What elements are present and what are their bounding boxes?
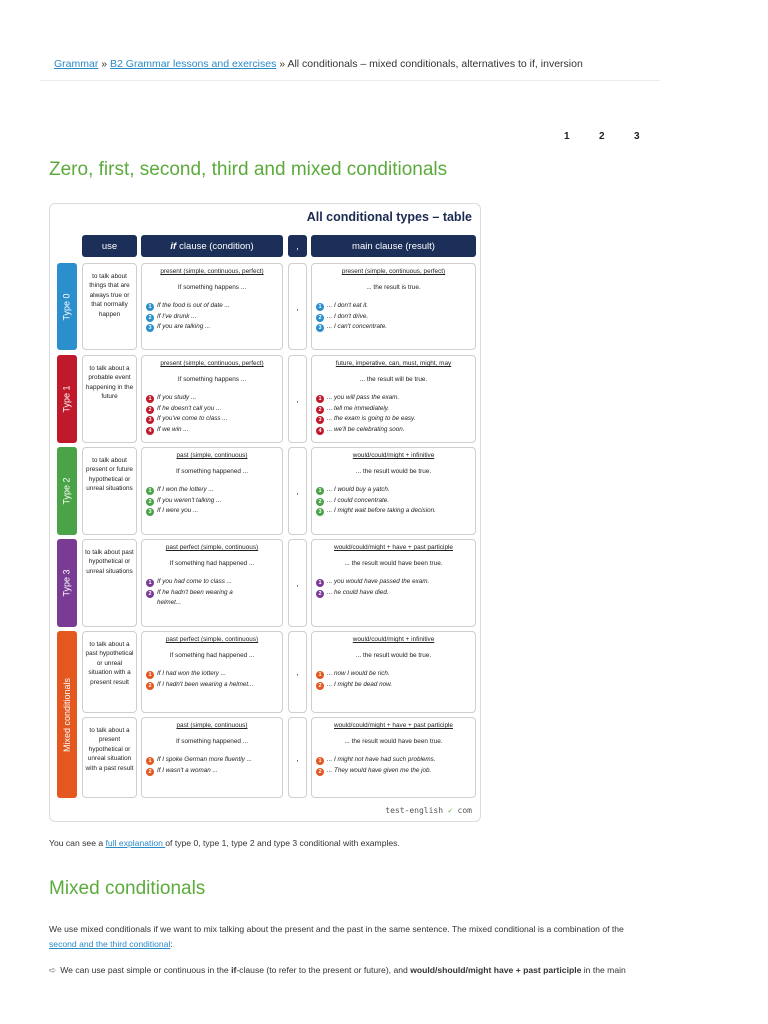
clause-examples <box>146 669 278 690</box>
number-badge-icon: 1 <box>316 395 324 403</box>
breadcrumb-link-grammar[interactable]: Grammar <box>54 58 99 70</box>
example-text: If I were you ... <box>157 507 199 514</box>
section-heading-conditionals: Zero, first, second, third and mixed conditionals <box>49 159 448 180</box>
example-text: ... I might be dead now. <box>327 680 393 688</box>
comma-cell: , <box>288 263 307 350</box>
example-text: ... They would have given me the job. <box>327 766 432 774</box>
if-clause-cell <box>141 631 283 713</box>
number-badge-icon: 2 <box>146 590 154 598</box>
rule-text-2: -clause (to refer to the present or future), and <box>236 965 411 975</box>
example-line <box>146 755 278 766</box>
page-link-2[interactable]: 2 <box>599 131 605 142</box>
example-text: If you are talking ... <box>157 323 211 330</box>
rule-text-1: We can use past simple or continuous in the <box>60 965 232 975</box>
clause-form: past perfect (simple, continuous) <box>165 636 259 643</box>
example-line <box>316 393 471 404</box>
main-clause-cell <box>311 539 476 627</box>
tab-type-2 <box>57 447 77 535</box>
if-clause-cell <box>141 355 283 443</box>
rule-bold-form: would/should/might have + past participle <box>410 965 582 975</box>
example-text: If you've come to class ... <box>157 415 228 422</box>
brand-text: test-english <box>385 806 444 815</box>
clause-general: If something happened ... <box>175 738 249 745</box>
example-text: If you study ... <box>157 394 197 401</box>
number-badge-icon: 4 <box>316 427 324 435</box>
use-cell: to talk about a present hypothetical or unreal situation with a past result <box>82 717 137 798</box>
clause-general: ... the result would have been true. <box>344 738 443 745</box>
clause-form: would/could/might + infinitive <box>352 452 435 459</box>
number-badge-icon: 3 <box>146 416 154 424</box>
clause-form: would/could/might + have + past participle <box>333 722 453 729</box>
clause-general: ... the result would be true. <box>355 652 432 659</box>
example-line <box>146 322 278 333</box>
example-line <box>316 404 471 415</box>
paragraph-mixed-intro <box>49 922 624 952</box>
example-text: ... he could have died. <box>327 588 389 596</box>
number-badge-icon: 2 <box>316 498 324 506</box>
example-line <box>146 598 278 609</box>
comma-cell: , <box>288 355 307 443</box>
example-line <box>316 485 471 496</box>
example-text: ... I don't drive. <box>327 312 369 320</box>
tab-type-0-label: Type 0 <box>62 292 72 321</box>
example-line <box>316 680 471 691</box>
example-line <box>316 312 471 323</box>
example-line <box>316 506 471 517</box>
example-line <box>316 425 471 436</box>
number-badge-icon: 3 <box>146 324 154 332</box>
main-clause-cell <box>311 447 476 535</box>
number-badge-icon: 2 <box>316 406 324 414</box>
number-badge-icon: 1 <box>316 303 324 311</box>
example-text: ... you would have passed the exam. <box>327 578 430 585</box>
breadcrumb-separator: » <box>276 58 288 70</box>
clause-form: past (simple, continuous) <box>176 452 248 459</box>
full-explanation-link[interactable]: full explanation <box>105 838 166 848</box>
clause-form: future, imperative, can, must, might, may <box>335 360 452 367</box>
example-text: If we win ... <box>157 425 189 433</box>
clause-form: present (simple, continuous, perfect) <box>160 268 264 275</box>
example-line <box>146 766 278 777</box>
if-clause-cell <box>141 539 283 627</box>
clause-examples <box>146 577 278 609</box>
number-badge-icon: 2 <box>316 590 324 598</box>
note-text-before: You can see a <box>49 838 106 848</box>
number-badge-icon: 3 <box>316 324 324 332</box>
tab-type-0 <box>57 263 77 350</box>
page-link-3[interactable]: 3 <box>634 131 640 142</box>
example-text: If I've drunk ... <box>157 312 197 320</box>
tab-type-1 <box>57 355 77 443</box>
clause-form: past (simple, continuous) <box>176 722 248 729</box>
use-cell: to talk about things that are always true or that normally happen <box>82 263 137 350</box>
example-text: ... now I would be rich. <box>327 670 390 677</box>
example-line <box>146 669 278 680</box>
number-badge-icon: 2 <box>316 314 324 322</box>
number-badge-icon: 2 <box>316 768 324 776</box>
number-badge-icon: 1 <box>316 757 324 765</box>
paragraph-line: We use mixed conditionals if we want to mix talking about the present and the past in the same sentence. The mixed conditional is a combination of the <box>49 924 624 934</box>
paragraph-colon: : <box>170 939 173 949</box>
header-main-label: main clause (result) <box>352 240 435 252</box>
clause-examples <box>146 485 278 517</box>
example-text: If I wasn't a woman ... <box>157 766 218 774</box>
page-link-1[interactable]: 1 <box>564 131 570 142</box>
example-text: ... I can't concentrate. <box>327 323 388 330</box>
example-text: ... tell me immediately. <box>327 404 390 412</box>
example-line <box>316 755 471 766</box>
clause-general: ... the result is true. <box>366 284 421 291</box>
example-text: ... we'll be celebrating soon. <box>327 425 405 433</box>
header-if-word: if <box>170 240 177 252</box>
tab-type-3-label: Type 3 <box>62 569 72 597</box>
number-badge-icon: 1 <box>146 395 154 403</box>
comma-cell: , <box>288 717 307 798</box>
main-clause-cell <box>311 631 476 713</box>
clause-examples <box>146 301 278 333</box>
example-text: helmet... <box>157 599 182 606</box>
tab-mixed-conditionals <box>57 631 77 798</box>
example-text: If he doesn't call you ... <box>157 404 222 412</box>
number-badge-icon: 3 <box>146 508 154 516</box>
number-badge-icon: 2 <box>146 498 154 506</box>
number-badge-icon: 4 <box>146 427 154 435</box>
divider <box>40 80 660 81</box>
number-badge-icon: 3 <box>316 508 324 516</box>
number-badge-icon: 1 <box>316 579 324 587</box>
clause-general: If something happens ... <box>177 376 247 383</box>
number-badge-icon: 1 <box>316 487 324 495</box>
example-text: ... I would buy a yatch. <box>327 486 390 493</box>
tab-type-2-label: Type 2 <box>62 477 72 505</box>
clause-form: past perfect (simple, continuous) <box>165 544 259 551</box>
example-text: If I had won the lottery ... <box>157 670 226 677</box>
use-cell: to talk about present or future hypothetical or unreal situations <box>82 447 137 535</box>
header-use-label: use <box>101 240 118 252</box>
table-note <box>49 836 400 851</box>
main-clause-cell <box>311 717 476 798</box>
clause-general: If something had happened ... <box>169 560 255 567</box>
clause-examples <box>316 301 471 333</box>
number-badge-icon: 1 <box>146 487 154 495</box>
example-line <box>316 322 471 333</box>
number-badge-icon: 2 <box>146 682 154 690</box>
main-clause-cell <box>311 355 476 443</box>
tab-mixed-label: Mixed conditionals <box>62 677 73 752</box>
number-badge-icon: 2 <box>146 406 154 414</box>
clause-examples <box>316 577 471 598</box>
example-text: If I won the lottery ... <box>157 486 214 493</box>
main-clause-cell <box>311 263 476 350</box>
example-line <box>146 425 278 436</box>
clause-form: would/could/might + infinitive <box>352 636 435 643</box>
brand-suffix: com <box>457 806 472 815</box>
example-line <box>316 669 471 680</box>
second-third-conditional-link[interactable]: second and the third conditional <box>49 939 171 949</box>
example-text: ... the exam is going to be easy. <box>327 415 416 422</box>
clause-general: ... the result will be true. <box>359 376 428 383</box>
number-badge-icon: 2 <box>316 682 324 690</box>
example-text: If I spoke German more fluently ... <box>157 756 252 763</box>
header-use <box>82 235 137 257</box>
if-clause-cell <box>141 717 283 798</box>
example-line <box>146 393 278 404</box>
comma-cell: , <box>288 539 307 627</box>
clause-examples <box>146 393 278 435</box>
use-cell: to talk about a past hypothetical or unreal situation with a present result <box>82 631 137 713</box>
header-comma <box>288 235 307 257</box>
table-title: All conditional types – table <box>306 210 472 224</box>
example-line <box>146 414 278 425</box>
number-badge-icon: 2 <box>146 314 154 322</box>
if-clause-cell <box>141 447 283 535</box>
example-line <box>316 766 471 777</box>
example-line <box>146 301 278 312</box>
example-line <box>146 588 278 599</box>
rule-bold-if: if <box>231 965 237 975</box>
clause-general: ... the result would have been true. <box>344 560 443 567</box>
if-clause-cell <box>141 263 283 350</box>
example-text: If he hadn't been wearing a <box>157 588 233 596</box>
comma-cell: , <box>288 631 307 713</box>
breadcrumb-link-b2[interactable]: B2 Grammar lessons and exercises <box>110 58 277 70</box>
conditional-types-table <box>49 203 481 822</box>
example-text: If you weren't talking ... <box>157 496 222 504</box>
example-text: ... you will pass the exam. <box>327 394 400 401</box>
example-line <box>316 588 471 599</box>
example-line <box>146 680 278 691</box>
example-line <box>146 404 278 415</box>
clause-general: If something happens ... <box>177 284 247 291</box>
arrow-icon: ➪ <box>49 965 57 975</box>
example-line <box>316 496 471 507</box>
clause-form: present (simple, continuous, perfect) <box>160 360 264 367</box>
clause-examples <box>316 393 471 435</box>
number-badge-icon: 1 <box>316 671 324 679</box>
brand-watermark <box>385 806 472 815</box>
example-line <box>146 312 278 323</box>
number-badge-icon: 1 <box>146 757 154 765</box>
clause-examples <box>316 755 471 776</box>
section-heading-mixed: Mixed conditionals <box>49 878 206 899</box>
example-text: ... I might not have had such problems. <box>327 756 436 763</box>
paragraph-line-2 <box>49 937 624 952</box>
paragraph-mixed-rule <box>49 963 626 978</box>
tab-type-3 <box>57 539 77 627</box>
rule-text-3: in the main <box>581 965 626 975</box>
example-line <box>146 506 278 517</box>
number-badge-icon: 1 <box>146 303 154 311</box>
example-line <box>316 577 471 588</box>
header-main-clause <box>311 235 476 257</box>
example-line <box>316 301 471 312</box>
example-text: If I hadn't been wearing a helmet... <box>157 680 254 688</box>
clause-form: would/could/might + have + past participle <box>333 544 453 551</box>
clause-examples <box>316 669 471 690</box>
clause-general: If something had happened ... <box>169 652 255 659</box>
breadcrumb-current: All conditionals – mixed conditionals, alternatives to if, inversion <box>287 58 583 70</box>
clause-examples <box>146 755 278 776</box>
header-comma-label: , <box>296 240 299 252</box>
example-line <box>146 485 278 496</box>
header-if-clause <box>141 235 283 257</box>
example-text: ... I don't eat it. <box>327 302 369 309</box>
tab-type-1-label: Type 1 <box>62 385 72 413</box>
header-if-label: clause (condition) <box>179 240 254 252</box>
clause-form: present (simple, continuous, perfect) <box>341 268 446 275</box>
number-badge-icon: 1 <box>146 671 154 679</box>
breadcrumb-separator: » <box>98 58 111 70</box>
clause-examples <box>316 485 471 517</box>
example-text: If the food is out of date ... <box>157 302 230 309</box>
check-icon: ✓ <box>447 806 453 815</box>
clause-general: ... the result would be true. <box>355 468 432 475</box>
breadcrumb <box>54 58 583 70</box>
example-text: ... I could concentrate. <box>327 496 389 504</box>
example-line <box>146 496 278 507</box>
use-cell: to talk about past hypothetical or unreal situations <box>82 539 137 627</box>
number-badge-icon: 2 <box>146 768 154 776</box>
number-badge-icon: 1 <box>146 579 154 587</box>
comma-cell: , <box>288 447 307 535</box>
number-badge-icon: 3 <box>316 416 324 424</box>
example-line <box>316 414 471 425</box>
example-line <box>146 577 278 588</box>
use-cell: to talk about a probable event happening in the future <box>82 355 137 443</box>
example-text: If you had come to class ... <box>157 578 232 585</box>
clause-general: If something happened ... <box>175 468 249 475</box>
note-text-after: of type 0, type 1, type 2 and type 3 conditional with examples. <box>165 838 400 848</box>
example-text: ... I might wait before taking a decision. <box>327 507 436 514</box>
